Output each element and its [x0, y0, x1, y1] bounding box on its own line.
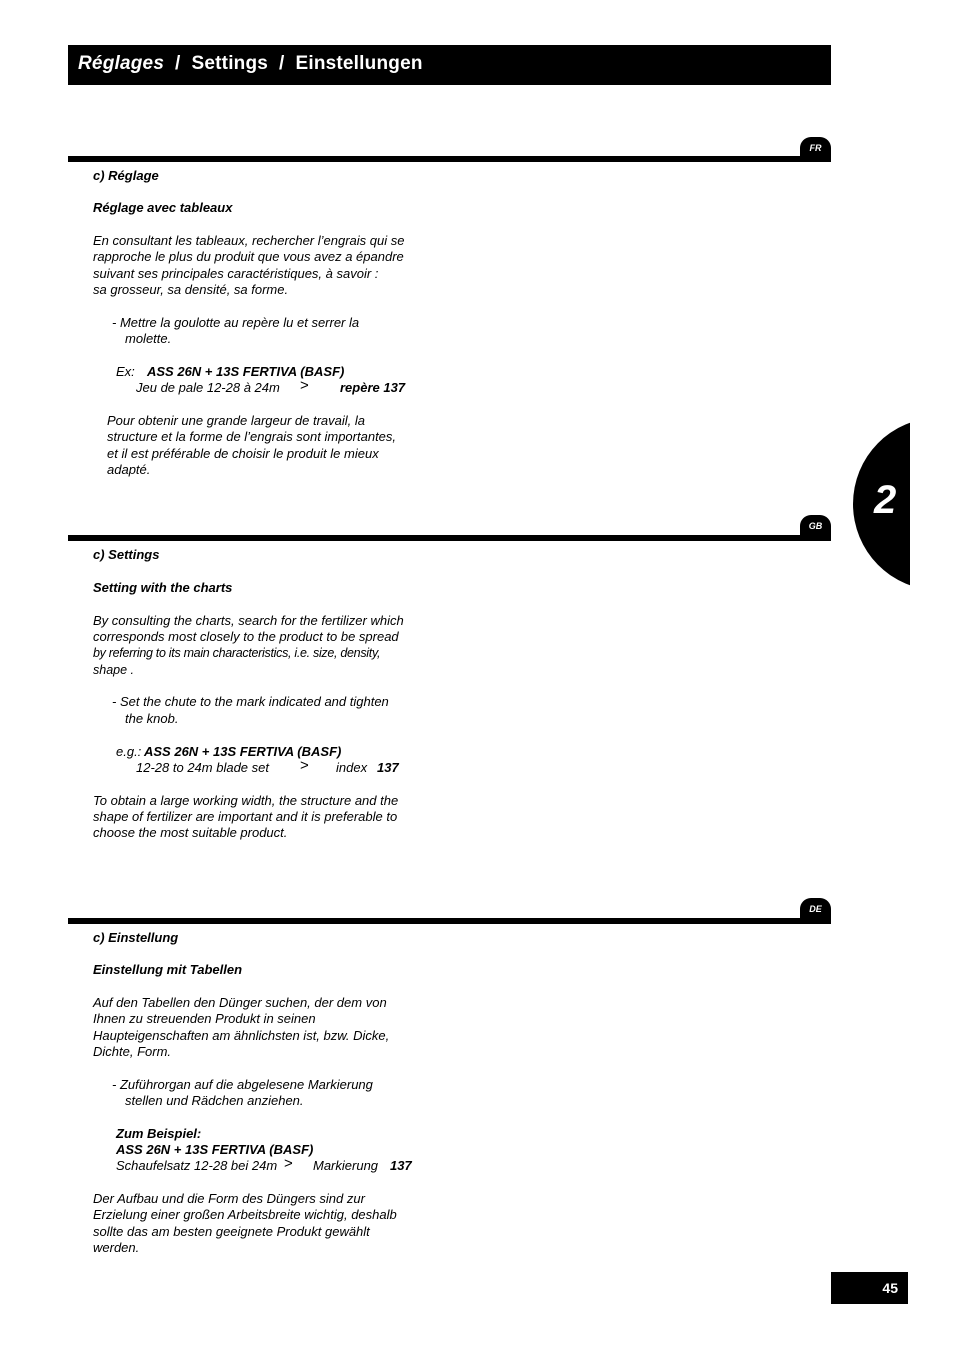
example-product: ASS 26N + 13S FERTIVA (BASF) — [144, 744, 342, 759]
paragraph-line: sollte das am besten geeignete Produkt gewählt — [93, 1224, 370, 1239]
example-line: 12-28 to 24m blade set — [136, 760, 269, 775]
section-subheading: Réglage avec tableaux — [93, 200, 233, 215]
paragraph-line: adapté. — [107, 462, 151, 477]
example-index-label: index — [336, 760, 368, 775]
example-value: 137 — [377, 760, 399, 775]
paragraph-line: Der Aufbau und die Form des Düngers sind zur — [93, 1191, 365, 1206]
arrow-glyph: > — [284, 1155, 293, 1172]
example-line: Schaufelsatz 12-28 bei 24m — [116, 1158, 278, 1173]
example-product: ASS 26N + 13S FERTIVA (BASF) — [116, 1142, 314, 1157]
page-header — [68, 45, 831, 85]
step-line: molette. — [125, 331, 172, 346]
example-value: 137 — [390, 1158, 412, 1173]
page-number: 45 — [831, 1272, 908, 1304]
step-line: stellen und Rädchen anziehen. — [125, 1093, 304, 1108]
lang-tab-fr: FR — [800, 137, 831, 159]
section-heading: c) Einstellung — [93, 930, 179, 945]
paragraph-line: Haupteigenschaften am ähnlichsten ist, bzw. Dicke, — [93, 1028, 390, 1043]
example-mark-label: Markierung — [313, 1158, 379, 1173]
title-separator: / — [268, 53, 296, 74]
paragraph-line: Pour obtenir une grande largeur de travail, la — [107, 413, 365, 428]
title-en: Settings — [191, 53, 269, 74]
step-line: - Mettre la goulotte au repère lu et serrer la — [112, 315, 360, 330]
paragraph-line: To obtain a large working width, the structure and the — [93, 793, 399, 808]
example-label: Zum Beispiel: — [116, 1126, 202, 1141]
paragraph-line: shape of fertilizer are important and it is preferable to — [93, 809, 398, 824]
example-line: Jeu de pale 12-28 à 24m — [136, 380, 280, 395]
paragraph-line: Dichte, Form. — [93, 1044, 172, 1059]
step-line: - Zuführorgan auf die abgelesene Markierung — [112, 1077, 373, 1092]
arrow-glyph: > — [300, 377, 309, 394]
example-label: Ex: — [116, 364, 135, 379]
step-line: - Set the chute to the mark indicated and tighten — [112, 694, 389, 709]
example-result: repère 137 — [340, 380, 406, 395]
arrow-glyph: > — [300, 757, 309, 774]
title-fr: Réglages — [78, 53, 165, 74]
paragraph-line: et il est préférable de choisir le produit le mieux — [107, 446, 379, 461]
section-rule — [68, 156, 831, 162]
chapter-number: 2 — [874, 478, 897, 522]
paragraph-line: Ihnen zu streuenden Produkt in seinen — [93, 1011, 316, 1026]
paragraph-line: Auf den Tabellen den Dünger suchen, der dem von — [93, 995, 387, 1010]
section-heading: c) Settings — [93, 547, 160, 562]
section-subheading: Setting with the charts — [93, 580, 233, 595]
paragraph-line: shape . — [93, 663, 135, 677]
page-title — [78, 53, 423, 75]
paragraph-line: Erzielung einer großen Arbeitsbreite wichtig, deshalb — [93, 1207, 397, 1222]
example-product: ASS 26N + 13S FERTIVA (BASF) — [147, 364, 345, 379]
paragraph-line: by referring to its main characteristics, i.e. size, density, — [93, 646, 381, 660]
lang-tab-de: DE — [800, 898, 831, 920]
paragraph-line: sa grosseur, sa densité, sa forme. — [93, 282, 289, 297]
title-separator: / — [164, 53, 192, 74]
title-de: Einstellungen — [295, 53, 423, 74]
section-subheading: Einstellung mit Tabellen — [93, 962, 243, 977]
paragraph-line: En consultant les tableaux, rechercher l’engrais qui se — [93, 233, 405, 248]
paragraph-line: choose the most suitable product. — [93, 825, 288, 840]
paragraph-line: rapproche le plus du produit que vous avez a épandre — [93, 249, 404, 264]
section-heading: c) Réglage — [93, 168, 159, 183]
paragraph-line: corresponds most closely to the product to be spread — [93, 629, 399, 644]
paragraph-line: suivant ses principales caractéristiques, à savoir : — [93, 266, 379, 281]
step-line: the knob. — [125, 711, 179, 726]
section-rule — [68, 535, 831, 541]
paragraph-line: structure et la forme de l’engrais sont importantes, — [107, 429, 397, 444]
paragraph-line: werden. — [93, 1240, 140, 1255]
paragraph-line: By consulting the charts, search for the fertilizer which — [93, 613, 404, 628]
section-rule — [68, 918, 831, 924]
example-label: e.g.: — [116, 744, 142, 759]
lang-tab-gb: GB — [800, 515, 831, 537]
